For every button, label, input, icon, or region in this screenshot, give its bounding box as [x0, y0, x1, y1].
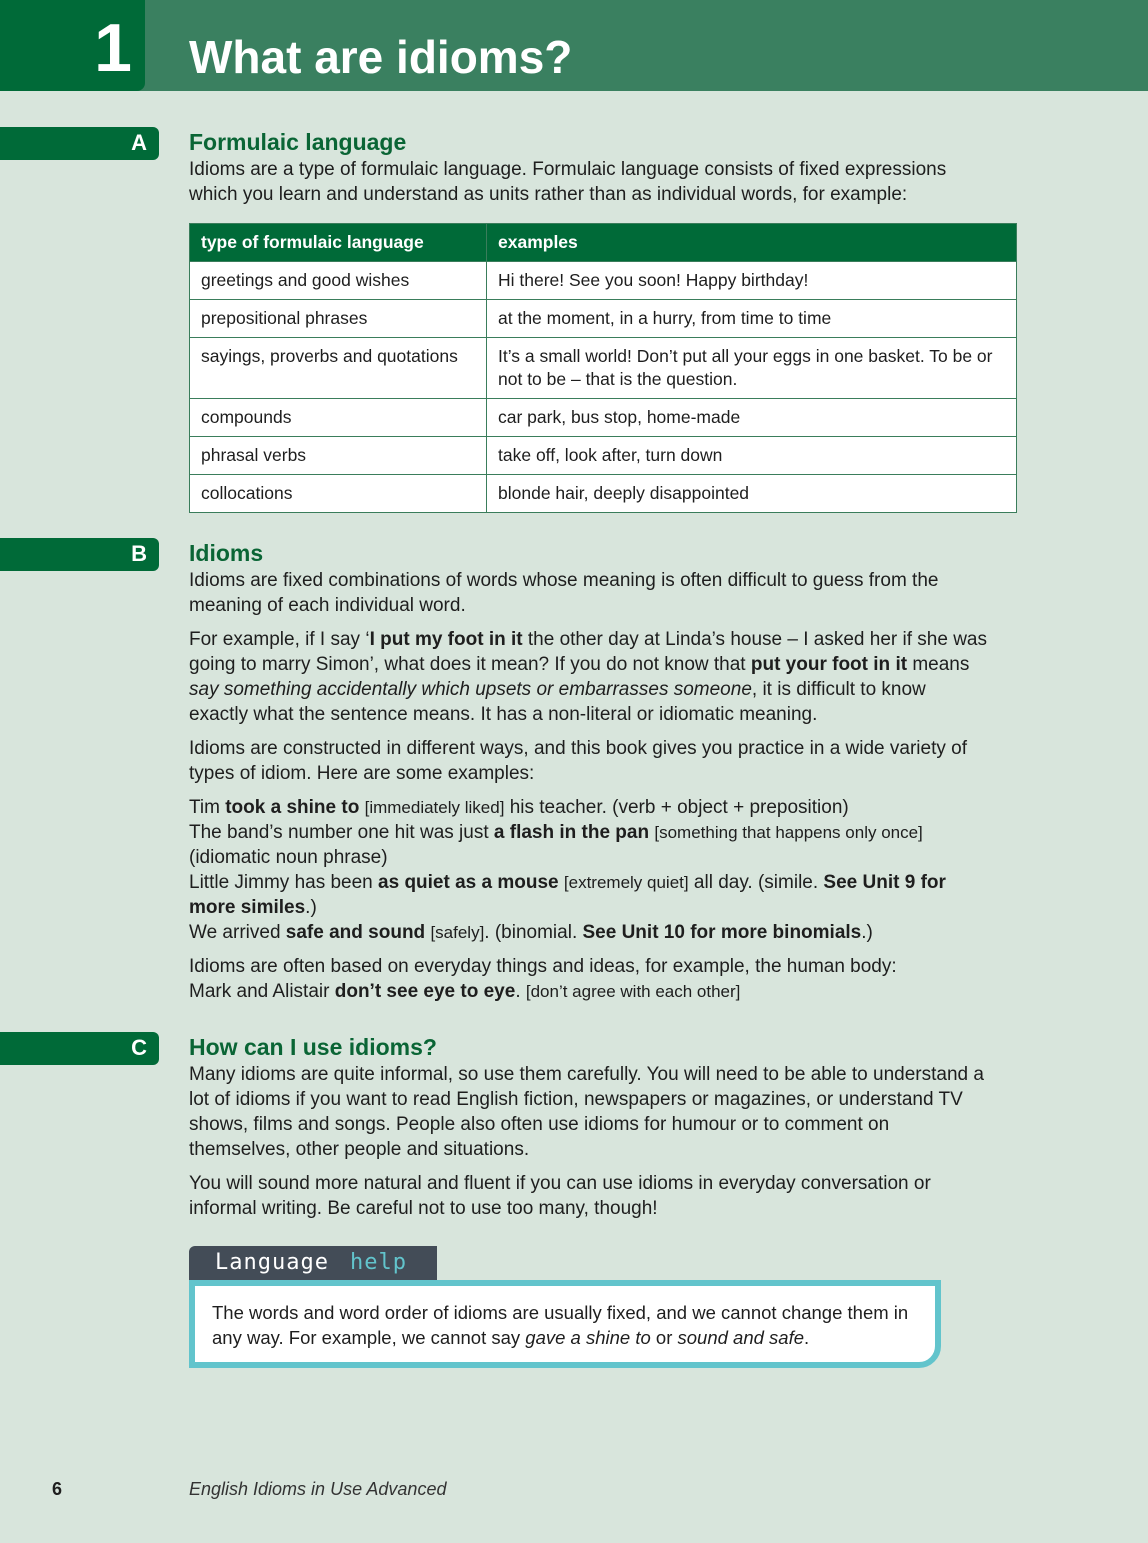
section-c-tab	[0, 1032, 159, 1065]
example-line: Tim took a shine to [immediately liked] his teacher. (verb + object + preposition)	[189, 797, 849, 818]
idiom-put-your-foot-in-it: put your foot in it	[750, 654, 908, 675]
page-number: 6	[52, 1479, 63, 1499]
section-c-letter: C	[131, 1035, 147, 1060]
table-cell-type: sayings, proverbs and quotations	[190, 338, 487, 399]
book-title: English Idioms in Use Advanced	[189, 1479, 447, 1499]
formulaic-language-table	[189, 223, 1017, 513]
table-row	[190, 300, 1017, 338]
table-cell-examples: car park, bus stop, home-made	[487, 399, 1017, 437]
section-a-heading: Formulaic language	[189, 129, 407, 155]
table-cell-type: collocations	[190, 475, 487, 513]
example-line: Mark and Alistair don’t see eye to eye. [don’t agree with each other]	[189, 981, 741, 1002]
table-row	[190, 437, 1017, 475]
table-header-row	[190, 224, 1017, 262]
idiom-meaning: say something accidentally which upsets or embarrasses someone	[189, 679, 752, 700]
section-b-para-2: For example, if I say ‘I put my foot in it the other day at Linda’s house – I asked her if she was going to marry Simon’, what does it mean? If you do not know that put your foot in it means say something accidentally which upsets or embarrasses someone, it is difficult to know exactly what the sentence means. It has a non-literal or idiomatic meaning.	[189, 629, 987, 725]
unit-header	[0, 0, 1148, 91]
table-row	[190, 399, 1017, 437]
section-b-para-1: Idioms are fixed combinations of words whose meaning is often difficult to guess from the meaning of each individual word.	[189, 570, 939, 616]
table-cell-type: prepositional phrases	[190, 300, 487, 338]
table-cell-examples: It’s a small world! Don’t put all your eggs in one basket. To be or not to be – that is the question.	[487, 338, 1017, 399]
section-a-intro: Idioms are a type of formulaic language. Formulaic language consists of fixed expressions which you learn and understand as units rather than as individual words, for example:	[189, 159, 947, 205]
unit-number: 1	[94, 10, 132, 86]
table-cell-examples: at the moment, in a hurry, from time to time	[487, 300, 1017, 338]
table-header-examples: examples	[487, 224, 1017, 262]
section-b-para-5: Idioms are often based on everyday things and ideas, for example, the human body: Mark and Alistair don’t see eye to eye. [don’t agree with each other]	[189, 956, 897, 1002]
table-cell-examples: take off, look after, turn down	[487, 437, 1017, 475]
section-a-tab	[0, 127, 159, 160]
section-b-letter: B	[131, 541, 147, 566]
section-c-heading: How can I use idioms?	[189, 1034, 437, 1060]
example-line: We arrived safe and sound [safely]. (binomial. See Unit 10 for more binomials.)	[189, 922, 873, 943]
section-b-examples	[189, 795, 989, 945]
idiom-put-my-foot-in-it: I put my foot in it	[369, 629, 523, 650]
language-help-tab	[189, 1246, 437, 1281]
section-b-para-3: Idioms are constructed in different ways, and this book gives you practice in a wide variety of types of idiom. Here are some examples:	[189, 738, 967, 784]
table-cell-type: compounds	[190, 399, 487, 437]
table-row	[190, 475, 1017, 513]
section-b-heading: Idioms	[189, 540, 264, 566]
unit-number-box	[0, 0, 145, 91]
language-help-label-accent: help	[350, 1250, 407, 1275]
language-help-box	[189, 1280, 941, 1368]
section-c-para-1: Many idioms are quite informal, so use them carefully. You will need to be able to understand a lot of idioms if you want to read English fiction, newspapers or magazines, or understand TV shows, films and songs. People also often use idioms for humour or to comment on themselves, other people and situations.	[189, 1064, 984, 1160]
example-line: Little Jimmy has been as quiet as a mouse [extremely quiet] all day. (simile. See Unit 9 for more similes.)	[189, 872, 946, 918]
example-line: The band’s number one hit was just a flash in the pan [something that happens only once] (idiomatic noun phrase)	[189, 822, 923, 868]
section-c-para-2: You will sound more natural and fluent if you can use idioms in everyday conversation or informal writing. Be careful not to use too many, though!	[189, 1173, 931, 1219]
language-help-label: Language	[215, 1250, 329, 1275]
table-cell-examples: blonde hair, deeply disappointed	[487, 475, 1017, 513]
table-row	[190, 262, 1017, 300]
language-help-text: The words and word order of idioms are usually fixed, and we cannot change them in any way. For example, we cannot say gave a shine to or sound and safe.	[212, 1302, 909, 1348]
unit-title: What are idioms?	[189, 31, 573, 83]
section-b-tab	[0, 538, 159, 571]
table-cell-type: greetings and good wishes	[190, 262, 487, 300]
table-cell-examples: Hi there! See you soon! Happy birthday!	[487, 262, 1017, 300]
table-row	[190, 338, 1017, 399]
table-cell-type: phrasal verbs	[190, 437, 487, 475]
section-a-letter: A	[131, 130, 147, 155]
table-header-type: type of formulaic language	[190, 224, 487, 262]
